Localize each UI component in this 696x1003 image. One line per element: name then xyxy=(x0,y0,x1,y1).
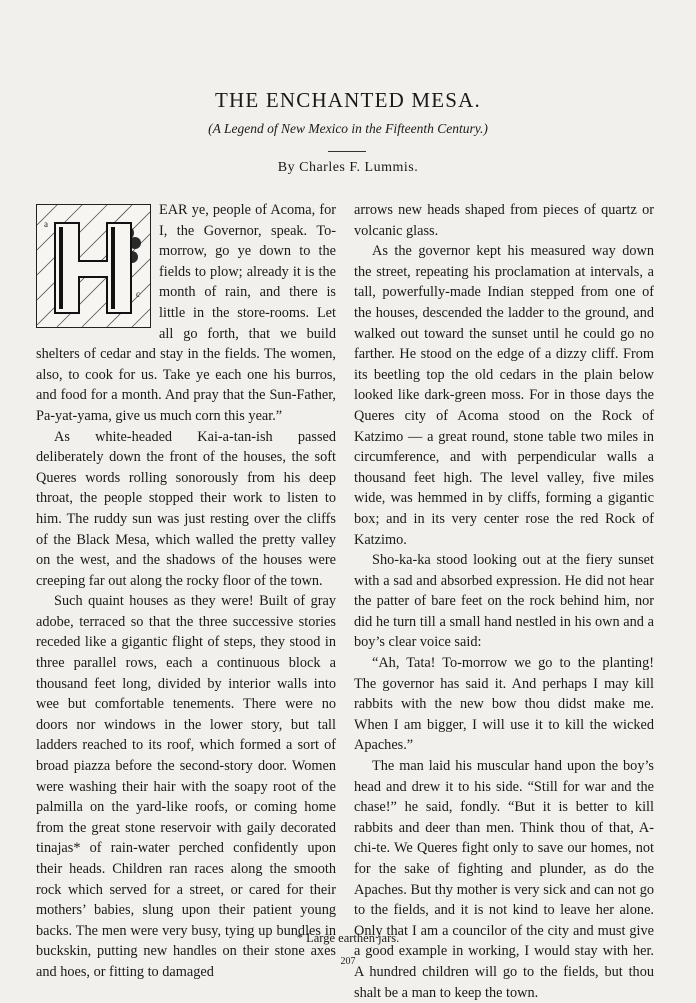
paragraph: arrows new heads shaped from pieces of quartz or volcanic glass. xyxy=(354,202,654,239)
footnote: * Large earthen jars. xyxy=(296,931,400,945)
paragraph: EAR ye, people of Acoma, for I, the Governor, speak. To-morrow, go ye down to the fields to plow; already it is the month of rain, and there is little in the store-rooms. Let all go forth, that we build shelters of cedar and stay in the fields. The women, also, to cook for us. Take ye each one his burros, and food for a month. And pray that the Sun-Father, Pa-yat-yama, give us much corn this year.” xyxy=(36,202,336,424)
left-column xyxy=(36,200,336,983)
drop-cap-icon xyxy=(36,204,151,328)
paragraph: Such quaint houses as they were! Built of gray adobe, terraced so that the three successive stories receded like a gigantic flight of steps, they stood in three parallel rows, each a continuous block a thousand feet long, divided by interior walls into wee but comfortable tenements. There were no doors nor windows in the lower story, but tall ladders reached to its roof, which formed a sort of broad piazza before the second-story door. Women were washing their hair with the soapy root of the palmilla on the yard-like roofs, or coming home from the great stone reservoir with gaily decorated tinajas* of rain-water perched confidently upon their heads. Children ran races along the smooth rock which served for a street, or cared for their mothers’ babies, slung upon their patient young backs. The men were very busy, tying up bundles in buckskin, putting new handles on their stone axes and hoes, or fitting to damaged xyxy=(36,593,336,980)
paragraph: As the governor kept his measured way down the street, repeating his proclamation at intervals, a tall, powerfully-made Indian stepped from one of the houses, descended the ladder to the ground, and walked out toward the sunset until he could go no farther. He stood on the edge of a dizzy cliff. From its beetling top the old cedars in the plain below looked like dark-green moss. For in those days the Queres city of Acoma stood on the Rock of Katzimo — a great round, stone table two miles in circumference, and with perpendicular walls a thousand feet high. The level valley, five miles wide, was hemmed in by cliffs, forming a gigantic box; and in its very center rose the red Rock of Katzimo. xyxy=(354,243,654,548)
page-number: 207 xyxy=(340,956,356,967)
article-title: THE ENCHANTED MESA. xyxy=(214,88,482,112)
article-subtitle: (A Legend of New Mexico in the Fifteenth Century.) xyxy=(208,121,488,136)
paragraph: The man laid his muscular hand upon the boy’s head and drew it to his side. “Still for war and the chase!” he said, fondly. “But it is better to kill rabbits and deer than men. Think thou of that, A-chi-te. We Queres fight only to save our homes, not for the sake of fighting and plunder, as do the Apaches. But thy mother is very sick and can not go to the fields, and it is not kind to leave her alone. Only that I am a councilor of the city and must give a good example in working, I would stay with her. A hundred children will go to the fields, but thou shalt be a man to keep the town. xyxy=(354,758,654,1001)
paragraph: As white-headed Kai-a-tan-ish passed deliberately down the front of the houses, the soft Queres words rolling sonorously from his deep throat, the people stopped their work to listen to him. The ruddy sun was just resting over the cliffs of the Black Mesa, which walled the pretty valley on the west, and the shadows of the houses were creeping far out along the rocky floor of the town. xyxy=(36,428,336,589)
right-column xyxy=(354,200,654,1003)
ornamental-letter-h-icon xyxy=(37,205,150,327)
svg-text:a: a xyxy=(44,219,48,229)
paragraph: Sho-ka-ka stood looking out at the fiery sunset with a sad and absorbed expression. He did not hear the patter of bare feet on the rock behind him, nor did he turn till a small hand nestled in his own and a boy’s clear voice said: xyxy=(354,552,654,651)
title-divider xyxy=(328,151,366,152)
paragraph: “Ah, Tata! To-morrow we go to the planting! The governor has said it. And perhaps I may kill rabbits with the new bow thou didst make me. When I am bigger, I will use it to kill the wicked Apaches.” xyxy=(354,655,654,754)
author-byline: By Charles F. Lummis. xyxy=(277,160,419,175)
svg-text:c: c xyxy=(136,289,140,299)
